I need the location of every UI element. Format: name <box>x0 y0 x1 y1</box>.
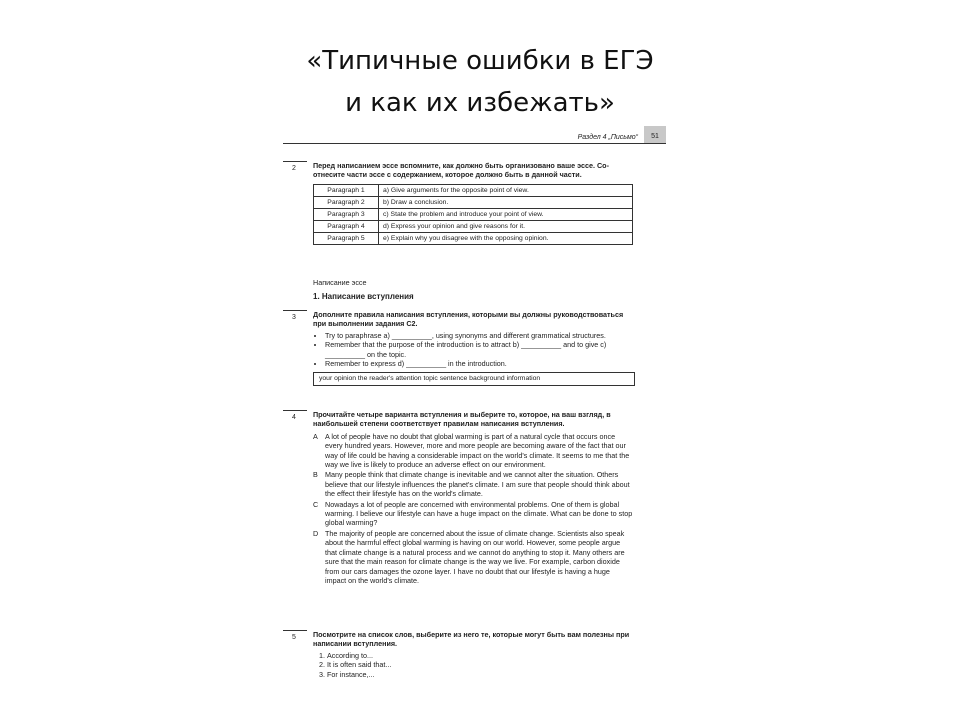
list-item: • Remember that the purpose of the introduction is to attract b) __________ and to give c) __________ on the topic. <box>325 340 633 359</box>
paragraph-cell: Paragraph 2 <box>314 196 379 208</box>
content-cell: a) Give arguments for the opposite point of view. <box>379 184 633 196</box>
matching-table <box>313 184 633 245</box>
option-text: Many people think that climate change is inevitable and we cannot alter the situation. Others believe that our lifestyle influences the planet's climate. I am sure that people should think about the effect their lifestyle has on the world's climate. <box>325 470 630 499</box>
task-instruction: Дополните правила написания вступления, которыми вы должны руководствоваться при выполнении задания С2. <box>313 310 624 329</box>
table-row <box>314 208 633 220</box>
paragraph-cell: Paragraph 1 <box>314 184 379 196</box>
page-header <box>283 126 666 144</box>
task-number: 5 <box>283 630 307 642</box>
table-row <box>314 196 633 208</box>
task-instruction: Посмотрите на список слов, выберите из него те, которые могут быть вам полезны при написании вступления. <box>313 630 630 649</box>
content-cell: c) State the problem and introduce your point of view. <box>379 208 633 220</box>
rules-list <box>313 331 633 369</box>
task-number: 3 <box>283 310 307 322</box>
subsection-heading: 1. Написание вступления <box>313 292 414 301</box>
option-text: A lot of people have no doubt that global warming is part of a natural cycle that occurs once every hundred years. However, more and more people are becoming aware of the fact that our way of life could be having a considerable impact on the world's climate. It seems to me that the way we live is likely to produce an adverse effect on our environment. <box>325 431 630 470</box>
content-cell: e) Explain why you disagree with the opposing opinion. <box>379 232 633 244</box>
slide-title <box>0 40 960 124</box>
slide-title-line-2: и как их избежать» <box>345 88 615 118</box>
paragraph-cell: Paragraph 5 <box>314 232 379 244</box>
task-instruction: Прочитайте четыре варианта вступления и выберите то, которое, на ваш взгляд, в наибольшей степени соответствует правилам написания вступления. <box>313 410 611 429</box>
option-d <box>313 529 633 585</box>
option-label: B <box>313 470 318 480</box>
list-item: 1. According to... <box>327 651 633 660</box>
content-cell: b) Draw a conclusion. <box>379 196 633 208</box>
option-label: C <box>313 499 319 509</box>
list-item: 2. It is often said that... <box>327 660 633 669</box>
task-instruction: Перед написанием эссе вспомните, как должно быть организовано ваше эссе. Со-отнесите части эссе с содержанием, которое должно быть в данной части. <box>313 161 609 180</box>
option-label: A <box>313 431 318 441</box>
content-cell: d) Express your opinion and give reasons for it. <box>379 220 633 232</box>
word-box: your opinion the reader's attention topic sentence background information <box>313 372 635 385</box>
option-a <box>313 432 633 470</box>
option-label: D <box>313 528 319 538</box>
task-number: 4 <box>283 410 307 422</box>
list-item: 3. For instance,... <box>327 670 633 679</box>
option-text: Nowadays a lot of people are concerned with environmental problems. One of them is global warming. I believe our lifestyle can have a huge impact on the climate. What can be done to stop global warming? <box>325 499 633 528</box>
option-b <box>313 470 633 498</box>
table-row <box>314 220 633 232</box>
phrase-list <box>313 651 633 679</box>
paragraph-cell: Paragraph 4 <box>314 220 379 232</box>
option-c <box>313 500 633 528</box>
paragraph-cell: Paragraph 3 <box>314 208 379 220</box>
list-item: • Remember to express d) __________ in the introduction. <box>325 359 633 368</box>
list-item: • Try to paraphrase a) __________, using synonyms and different grammatical structures. <box>325 331 633 340</box>
slide-title-line-1: «Типичные ошибки в ЕГЭ <box>306 46 654 76</box>
table-row <box>314 232 633 244</box>
textbook-page-scan <box>283 126 666 691</box>
section-header: Раздел 4 „Письмо“ <box>577 134 638 141</box>
page-number: 51 <box>644 126 666 143</box>
task-number: 2 <box>283 161 307 173</box>
table-row <box>314 184 633 196</box>
section-heading: Написание эссе <box>313 278 367 287</box>
option-text: The majority of people are concerned about the issue of climate change. Scientists also speak about the harmful effect global warming is having on our world. However, some people argue that climate change is a natural process and we cannot do anything to stop it. Many others are sure that the main reason for climate change is the way we live. For example, carbon dioxide from our cars damages the ozone layer. I have no doubt that our lifestyle is having a huge impact on the world's climate. <box>325 528 625 585</box>
